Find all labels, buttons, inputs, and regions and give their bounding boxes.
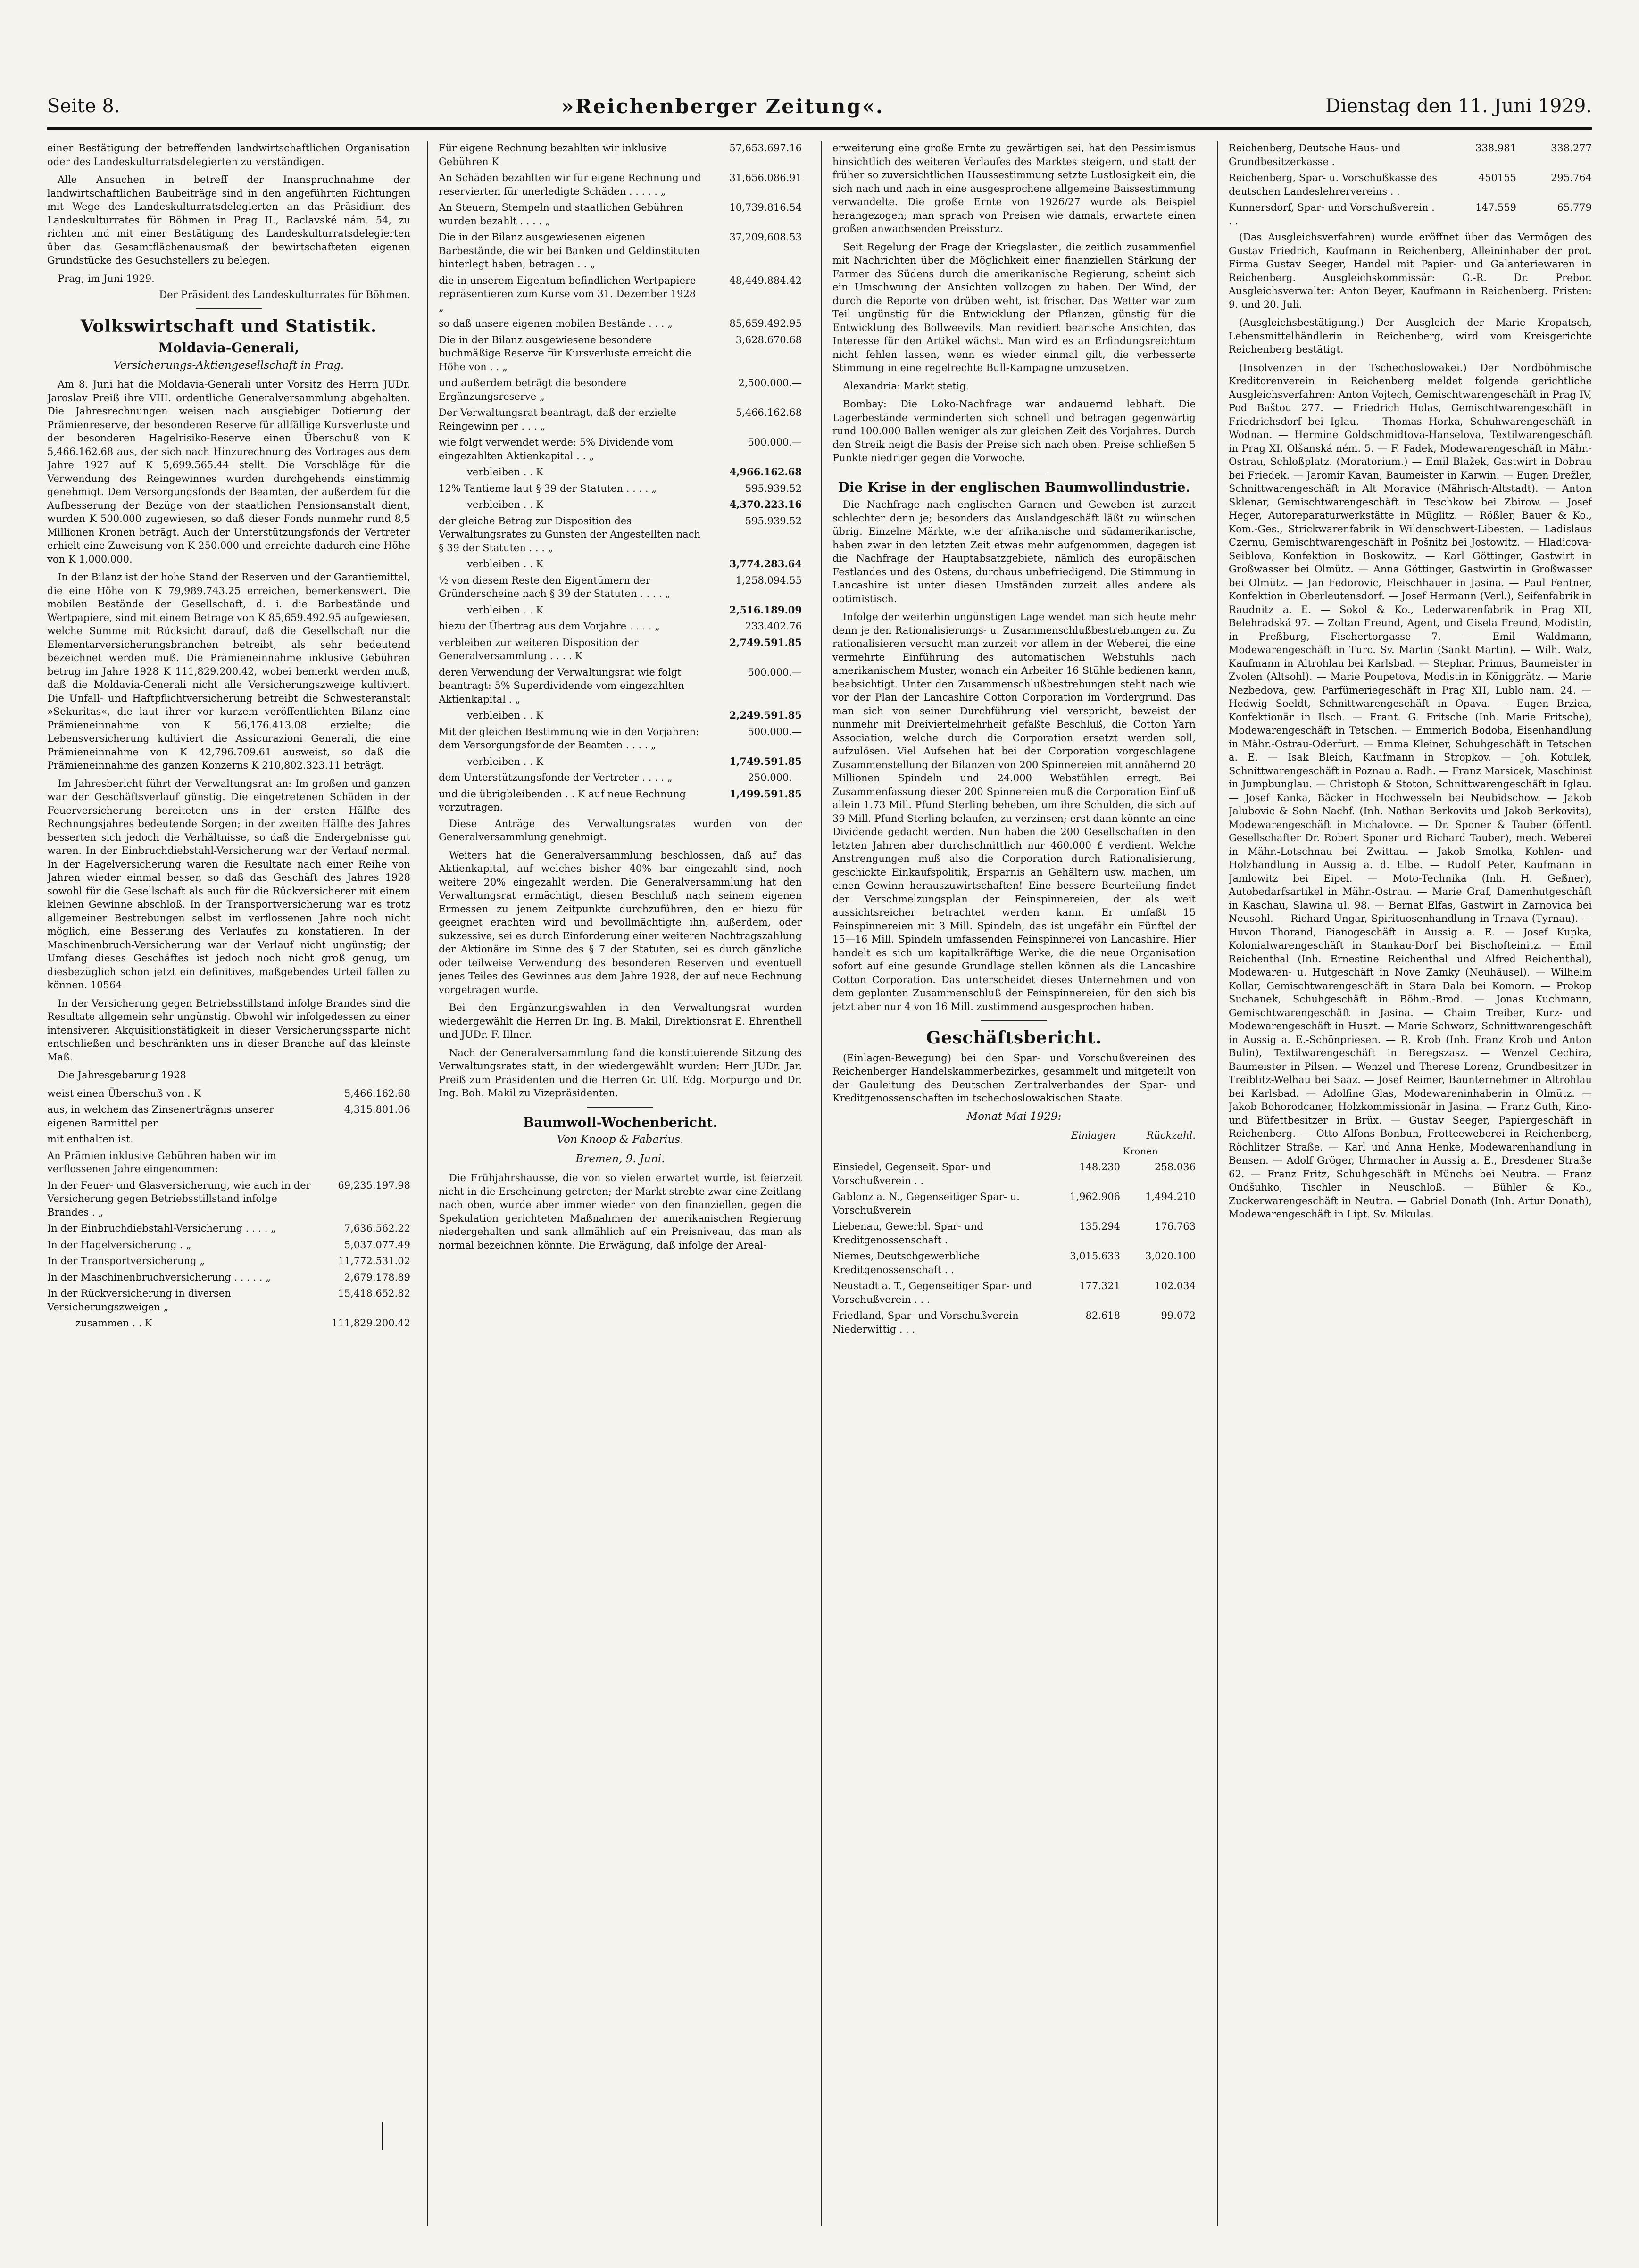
table-row: In der Feuer- und Glasversicherung, wie auch in der Versicherung gegen Betriebsstillstand infolge Brandes . „ 69,235.197.98	[47, 1179, 410, 1218]
issue-date: Dienstag den 11. Juni 1929.	[1325, 95, 1592, 117]
paragraph: Bei den Ergänzungswahlen in den Verwaltungsrat wurden wiedergewählt die Herren Dr. Ing. B. Makil, Direktionsrat E. Ehrenthell und JUDr. F. Illner.	[439, 1002, 802, 1040]
table-row: die in unserem Eigentum befindlichen Wertpapiere repräsentieren zum Kurse vom 31. Dezember 1928 „ 48,449.884.42	[439, 274, 802, 313]
table-row: zusammen . . K 111,829.200.42	[75, 1317, 410, 1329]
paragraph: In der Versicherung gegen Betriebsstillstand infolge Brandes sind die Resultate allgemein sehr ungünstig. Obwohl wir infolgedessen zu einer intensiveren Akquisitionstätigkeit in dieser Versicherungssparte nicht entschließen und beschränkten uns in dieser Branche auf das kleinste Maß.	[47, 997, 410, 1063]
table-row: Die in der Bilanz ausgewiesenen eigenen Barbestände, die wir bei Banken und Geldinstituten hinterlegt haben, betragen . . „ 37,209,608.53	[439, 232, 802, 270]
column-header: Einlagen	[1071, 1130, 1115, 1141]
table-row: verbleiben zur weiteren Disposition der Generalversammlung . . . . K 2,749.591.85	[439, 636, 802, 662]
paragraph: (Einlagen-Bewegung) bei den Spar- und Vorschußvereinen des Reichenberger Handelskammerbezirkes, gesammelt und mitgeteilt von der Gauleitung des Deutschen Zentralverbandes der Spar- und Kreditgenossenschaften im tschechoslowakischen Staate.	[832, 1052, 1196, 1104]
table-row: und außerdem beträgt die besondere Ergänzungsreserve „ 2,500.000.—	[439, 377, 802, 402]
article-title: Geschäftsbericht.	[926, 1028, 1102, 1048]
table-row: An Steuern, Stempeln und staatlichen Gebühren wurden bezahlt . . . . „ 10,739.816.54	[439, 202, 802, 227]
article-subtitle: Versicherungs-Aktiengesellschaft in Prag.	[113, 359, 344, 372]
table-row: Reichenberg, Deutsche Haus- und Grundbesitzerkasse . 338.981 338.277	[1229, 142, 1592, 167]
section-title: Volkswirtschaft und Statistik.	[80, 316, 377, 336]
finance-table-2	[439, 141, 802, 814]
table-row: verbleiben . . K 4,966.162.68	[467, 466, 802, 478]
column-divider	[1217, 141, 1218, 2226]
table-row: verbleiben . . K 4,370.223.16	[467, 498, 802, 510]
table-row: Reichenberg, Spar- u. Vorschußkasse des deutschen Landeslehrervereins . . 450155 295.764	[1229, 172, 1592, 197]
table-row: In der Maschinenbruchversicherung . . . . . „ 2,679.178.89	[47, 1271, 410, 1283]
table-caption: Monat Mai 1929:	[966, 1110, 1062, 1123]
column-divider	[821, 141, 822, 2226]
table-header	[832, 1129, 1196, 1142]
table-row: verbleiben . . K 1,749.591.85	[467, 755, 802, 767]
masthead	[47, 85, 1592, 130]
paragraph: Bombay: Die Loko-Nachfrage war andauernd lebhaft. Die Lagerbestände verminderten sich schnell und betragen gegenwärtig rund 100.000 Ballen weniger als zur gleichen Zeit des Vorjahres. Durch den Streik neigt die Basis der Preise sich nach oben. Preise schließen 5 Punkte niedriger gegen die Vorwoche.	[832, 398, 1196, 464]
finance-table-1	[47, 1087, 410, 1330]
table-row: weist einen Überschuß von . K 5,466.162.68	[47, 1087, 410, 1099]
table-row: verbleiben . . K 3,774.283.64	[467, 558, 802, 570]
table-row: dem Unterstützungsfonde der Vertreter . . . . „ 250.000.—	[439, 772, 802, 783]
paragraph: Die Frühjahrshausse, die von so vielen erwartet wurde, ist feierzeit nicht in die Erscheinung getreten; der Markt strebte zwar eine Zeitlang nach oben, wurde aber immer wieder von den finanziellen, gegen die Spekulation gerichteten Maßnahmen der amerikanischen Regierung niedergehalten und sank allmählich auf ein Preisniveau, das man als normal bezeichnen könnte. Die Erwägung, daß infolge der Areal-	[439, 1172, 802, 1251]
paragraph: Infolge der weiterhin ungünstigen Lage wendet man sich heute mehr denn je den Rationalisierungs- u. Zusammenschlußbestrebungen zu. Zu rationalisieren versucht man zurzeit vor allem in der Weberei, die eine vermehrte Einführung des automatischen Webstuhls nach amerikanischem Muster, wonach ein Arbeiter 16 Stühle bedienen kann, beabsichtigt. Unter den Zusammenschlußbestrebungen steht nach wie vor der Plan der Lancashire Cotton Corporation im Vordergrund. Das man sich von seiner Durchführung viel verspricht, beweist der nunmehr mit Dreiviertelmehrheit gefaßte Beschluß, die Cotton Yarn Association, welche durch die Corporation ersetzt werden soll, aufzulösen. Viel Aufsehen hat bei der Corporation vorgeschlagene Zusammenstellung der Bilanzen von 200 Spinnereien mit annähernd 20 Millionen Spindeln und 24.000 Webstühlen erregt. Bei Zusammenfassung dieser 200 Spinnereien muß die Corporation Einfluß allein 1.73 Mill. Pfund Sterling beheben, um ihre Schulden, die sich auf 39 Mill. Pfund Sterling belaufen, zu verzinsen; erst dann könnte an eine Dividende gedacht werden. Nun haben die 200 Gesellschaften in den letzten Jahren aber durchschnittlich nur 460.000 £ verdient. Welche Anstrengungen muß also die Corporation durch Rationalisierung, geschickte Einkaufspolitik, Ersparnis an Gehältern usw. machen, um einen Gewinn herauszuwirtschaften! Eine bessere Beurteilung findet der Verschmelzungsplan der Feinspinnereien, der als weit aussichtsreicher betrachtet werden kann. Er umfaßt 15 Feinspinnereien mit 3 Mill. Spindeln, das ist ungefähr ein Fünftel der 15—16 Mill. Spindeln umfassenden Feinspinnerei von Lancashire. Hier handelt es sich um kapitalkräftige Werke, die die neue Organisation sofort auf eine gesunde Grundlage stellen können als die Lancashire Cotton Corporation. Das unterscheidet dieses Unternehmen und von dem geplanten Zusammenschluß der Feinspinnereien, für den sich bis jetzt aber nur 4 von 16 Mill. zustimmend ausgesprochen haben.	[832, 611, 1196, 1012]
table-row: Neustadt a. T., Gegenseitiger Spar- und Vorschußverein . . . 177.321 102.034	[832, 1280, 1196, 1305]
signature: Der Präsident des Landeskulturrates für Böhmen.	[159, 289, 410, 300]
divider	[196, 308, 262, 309]
columns	[47, 141, 1592, 2235]
table-row: In der Transportversicherung „ 11,772.531.02	[47, 1255, 410, 1266]
table-row: wie folgt verwendet werde: 5% Dividende vom eingezahlten Aktienkapital . . „ 500.000.—	[439, 437, 802, 462]
column-2	[439, 141, 802, 2235]
table-row: deren Verwendung der Verwaltungsrat wie folgt beantragt: 5% Superdividende vom eingezahlten Aktienkapital . „ 500.000.—	[439, 666, 802, 705]
paragraph: (Insolvenzen in der Tschechoslowakei.) Der Nordböhmische Kreditorenverein in Reichenberg meldet folgende gerichtliche Ausgleichsverfahren: Anton Vojtech, Gemischtwarengeschäft in Prag IV, Pod Baštou 277. — Friedrich Holas, Gemischtwarengeschäft in Friedrichsdorf bei Iglau. — Thomas Horka, Schuhwarengeschäft in Wodnan. — Hermine Goldschmidtova-Hanselova, Textilwarengeschäft in Prag XI, Olšanská ném. 5. — F. Fadek, Modewarengeschäft in Mähr.-Ostrau, Schloßplatz. (Moratorium.) — Emil Blažek, Gastwirt in Dobrau bei Friedek. — Jaromír Kavan, Baumeister in Karwin. — Eugen Drežler, Schnittwarengeschäft in Alt Moravice (Mährisch-Altstadt). — Anton Sklenar, Gemischtwarengeschäft in Teschkow bei Zbirow. — Josef Heger, Autoreparaturwerkstätte in Müglitz. — Rößler, Bauer & Ko., Kom.-Ges., Strickwarenfabrik in Wildenschwert-Libesten. — Ladislaus Czernu, Gemischtwarengeschäft in Pošnitz bei Jostowitz. — Hladicova-Seiblova, Konfektion in Boskowitz. — Karl Göttinger, Gastwirt in Großwasser bei Olmütz. — Anna Göttinger, Gastwirtin in Großwasser bei Olmütz. — Jan Fedorovic, Fleischhauer in Jasina. — Paul Fentner, Konfektion in Oberleutensdorf. — Josef Hermann (Verl.), Seifenfabrik in Raudnitz a. E. — Sokol & Ko., Lederwarenfabrik in Prag XII, Belehradská 97. — Zoltan Freund, Agent, und Gisela Freund, Modistin, in Preßburg, Fischertorgasse 7. — Emil Waldmann, Modewarengeschäft in Turc. Sv. Martin (Sankt Martin). — Wilh. Walz, Kaufmann in Altrohlau bei Karlsbad. — Stephan Primus, Baumeister in Zvolen (Altsohl). — Marie Poupetova, Modistin in Königgrätz. — Marie Nezbedova, gew. Parfümeriegeschäft in Prag XII, Lublo nam. 24. — Hedwig Soeldt, Schnittwarengeschäft in Opava. — Eugen Brzica, Konfektionär in Ilsch. — Frant. G. Fritsche (Inh. Marie Fritsche), Modewarengeschäft in Tetschen. — Emmerich Bodoba, Eisenhandlung in Mähr.-Ostrau-Oderfurt. — Emma Kleiner, Schuhgeschäft in Tetschen a. E. — Isak Bleich, Kaufmann in Stropkov. — Joh. Kotulek, Schnittwarengeschäft in Poznau a. Radh. — Franz Marsicek, Maschinist in Jumpbunglau. — Christoph & Stoton, Schnittwarengeschäft in Iglau. — Josef Kanka, Bäcker in Hochwesseln bei Neubidschow. — Jakob Jalubovic & Sohn Nachf. (Inh. Nathan Berkovits und Jakob Berkovits), Modewarengeschäft in Michalovce. — Dr. Sponer & Tauber (öffentl. Gesellschafter Dr. Robert Sponer und Richard Tauber), mech. Weberei in Mähr.-Lotschnau bei Zwittau. — Jakob Smolka, Kohlen- und Holzhandlung in Aussig a. d. Elbe. — Rudolf Peter, Kaufmann in Jamlowitz bei Eipel. — Moto-Technika (Inh. H. Geßner), Autobedarfsartikel in Mähr.-Ostrau. — Marie Graf, Damenhutgeschäft in Kaschau, Slawina ul. 98. — Bernat Elfas, Gastwirt in Zarnovica bei Neusohl. — Richard Ungar, Spirituosenhandlung in Trnava (Tyrnau). — Huvon Thorand, Pianogeschäft in Aussig a. E. — Josef Kupka, Kolonialwarengeschäft in Stankau-Dorf bei Bischofteinitz. — Emil Reichenthal (Inh. Ernestine Reichenthal und Alfred Reichenthal), Modewaren- u. Hutgeschäft in Nove Zamky (Neuhäusel). — Wilhelm Kollar, Gemischtwarengeschäft in Stara Dala bei Komorn. — Prokop Suchanek, Schuhgeschäft in Böhm.-Brod. — Jonas Kuchmann, Gemischtwarengeschäft in Jasina. — Chaim Treiber, Kurz- und Modewarengeschäft in Huszt. — Marie Schwarz, Schnittwarengeschäft in Aussig a. E.-Schönpriesen. — R. Krob (Inh. Franz Krob und Anton Bulin), Textilwarengeschäft in Beregszasz. — Wenzel Cechira, Baumeister in Pilsen. — Wenzel und Therese Lorenz, Grundbesitzer in Treiblitz-Welhau bei Saaz. — Josef Reimer, Baunternehmer in Altrohlau bei Karlsbad. — Adolfine Glas, Modewareninhaberin in Olmütz. — Jakob Bohorodcaner, Holzkommissionär in Jasina. — Franz Guth, Kino- und Büfettbesitzer in Brüx. — Gustav Seeger, Papiergeschäft in Reichenberg. — Otto Alfons Bonbun, Frotteeweberei in Reichenberg, Röchlitzer Straße. — Karl und Anna Henke, Modewarenhandlung in Bensen. — Adolf Gröger, Uhrmacher in Aussig a. E., Dresdener Straße 62. — Franz Fritz, Schuhgeschäft in Münchs bei Neutra. — Franz Ondšuhko, Tischler in Neuschloß. — Bühler & Ko., Zuckerwarengeschäft in Neutra. — Gabriel Donath (Inh. Artur Donath), Modewarengeschäft in Lipt. Sv. Mikulas.	[1229, 362, 1592, 1220]
unit-label: Kronen	[1123, 1145, 1158, 1157]
column-1	[47, 141, 410, 2235]
paragraph: (Ausgleichsbestätigung.) Der Ausgleich der Marie Kropatsch, Lebensmittelhändlerin in Reichenberg, wird vom Kreisgerichte Reichenberg bestätigt.	[1229, 317, 1592, 355]
table-row: und die übrigbleibenden . . K auf neue Rechnung vorzutragen. 1,499.591.85	[439, 787, 802, 813]
article-title: Baumwoll-Wochenbericht.	[523, 1114, 718, 1130]
column-header: Rückzahl.	[1146, 1130, 1196, 1141]
divider	[981, 1020, 1047, 1021]
newspaper-title: »Reichenberger Zeitung«.	[561, 94, 884, 118]
table-row: Mit der gleichen Bestimmung wie in den Vorjahren: dem Versorgungsfonde der Beamten . . . . „ 500.000.—	[439, 726, 802, 751]
table-row: In der Rückversicherung in diversen Versicherungszweigen „ 15,418.652.82	[47, 1288, 410, 1313]
table-row: Die in der Bilanz ausgewiesene besondere buchmäßige Reserve für Kursverluste erreicht die Höhe von . . „ 3,628.670.68	[439, 334, 802, 372]
article-title: Moldavia-Generali,	[158, 340, 300, 356]
paragraph: einer Bestätigung der betreffenden landwirtschaftlichen Organisation oder des Landeskulturratsdelegierten zu verständigen.	[47, 142, 410, 167]
paragraph: Alle Ansuchen in betreff der Inanspruchnahme der landwirtschaftlichen Baubeiträge sind in den angeführten Richtungen mit Wege des Landeskulturratsdelegierten an das Präsidium des Landeskulturrates für Böhmen in Prag II., Raclavské nám. 54, zu richten und mit einer Bestätigung des Landeskulturratsdelegierten über das Gesamtflächenausmaß der bewirtschafteten eigenen Grundstücke des Gesuchstellers zu belegen.	[47, 174, 410, 266]
column-3	[832, 141, 1196, 2235]
table-row: Kunnersdorf, Spar- und Vorschußverein . . . 147.559 65.779	[1229, 202, 1592, 227]
table-row: In der Einbruchdiebstahl-Versicherung . . . . „ 7,636.562.22	[47, 1223, 410, 1234]
article-subtitle: Von Knoop & Fabarius.	[557, 1134, 684, 1146]
paragraph: Im Jahresbericht führt der Verwaltungsrat an: Im großen und ganzen war der Geschäftsverlauf günstig. Die eingetretenen Schäden in der Feuerversicherung bereiteten uns in der ersten Hälfte des Rechnungsjahres bedeutende Sorgen; in der zweiten Hälfte des Jahres besserten sich jedoch die Verhältnisse, so daß die Endergebnisse gut waren. In der Einbruchdiebstahl-Versicherung war der Verlauf normal. In der Hagelversicherung waren die Resultate nach einer Reihe von Jahren wieder einmal besser, so daß das Geschäft des Jahres 1928 sowohl für die Gesellschaft als auch für die Rückversicherer mit einem kleinen Gewinne abschloß. In der Transportversicherung war es trotz allgemeiner Bestrebungen selbst im verflossenen Jahre noch nicht möglich, eine Besserung des Verlaufes zu konstatieren. In der Maschinenbruch-Versicherung war der Verlauf nicht ungünstig; der Umfang dieses Geschäftes ist jedoch noch nicht groß genug, um diesbezüglich schon jetzt ein definitives, maßgebendes Urteil fällen zu können. 10564	[47, 778, 410, 991]
table-row: An Prämien inklusive Gebühren haben wir im verflossenen Jahre eingenommen:	[47, 1150, 276, 1175]
deposit-table-continued	[1229, 141, 1592, 228]
place-date: Prag, im Juni 1929.	[58, 273, 155, 284]
paragraph: Weiters hat die Generalversammlung beschlossen, daß auf das Aktienkapital, auf welches bisher 40% bar eingezahlt sind, noch weitere 20% eingezahlt werden. Die Generalversammlung hat den Verwaltungsrat ermächtigt, diesen Beschluß nach seinem eigenen Ermessen zu jenem Zeitpunkte durchzuführen, den er hiezu für geeignet erachten wird und bevollmächtigte ihn, außerdem, oder sukzessive, sei es durch Einforderung einer weiteren Nachtragszahlung der Aktionäre im Sinne des § 7 der Statuten, sei es durch gänzliche oder teilweise Verwendung des besonderen Reserven und eventuell jenes Teiles des Gewinnes aus dem Jahre 1928, der auf neue Rechnung vorgetragen wurde.	[439, 849, 802, 995]
paragraph: In der Bilanz ist der hohe Stand der Reserven und der Garantiemittel, die eine Höhe von K 79,989.743.25 erreichen, bemerkenswert. Die mobilen Bestände der Gesellschaft, d. i. die Barbestände und Wertpapiere, sind mit einem Betrage von K 85,659.492.95 aufgewiesen, welche Summe mit Rücksicht darauf, daß die Gesellschaft nur die Elementarversicherungsbranchen betreibt, als sehr bedeutend bezeichnet werden muß. Die Prämieneinnahme inklusive Gebühren betrug im Jahre 1928 K 111,829.200.42, wobei bemerkt werden muß, daß die Moldavia-Generali nicht alle Versicherungszweige kultiviert. Die Unfall- und Haftpflichtversicherung betreibt die Schwesteranstalt »Sekuritas«, die laut ihrer vor kurzem veröffentlichten Bilanz eine Prämieneinnahme von K 56,176.413.08 erzielte; die Lebensversicherung kultiviert die Assicurazioni Generali, die eine Prämieneinnahme von K 42,796.709.61 ausweist, so daß die Prämieneinnahme des ganzen Konzerns K 210,802.323.11 beträgt.	[47, 571, 410, 771]
table-row: An Schäden bezahlten wir für eigene Rechnung und reservierten für unerledigte Schäden . . . . . „ 31,656.086.91	[439, 172, 802, 197]
table-row: verbleiben . . K 2,249.591.85	[467, 709, 802, 721]
table-row: der gleiche Betrag zur Disposition des Verwaltungsrates zu Gunsten der Angestellten nach § 39 der Statuten . . . „ 595.939.52	[439, 515, 802, 554]
table-row: verbleiben . . K 2,516.189.09	[467, 604, 802, 616]
table-row: 12% Tantieme laut § 39 der Statuten . . . . „ 595.939.52	[439, 482, 802, 494]
table-row: Friedland, Spar- und Vorschußverein Niederwittig . . . 82.618 99.072	[832, 1310, 1196, 1335]
paragraph: Die Jahresgebarung 1928	[58, 1069, 186, 1081]
table-row: Für eigene Rechnung bezahlten wir inklusive Gebühren K 57,653.697.16	[439, 142, 802, 167]
paragraph: Am 8. Juni hat die Moldavia-Generali unter Vorsitz des Herrn JUDr. Jaroslav Preiß ihre VIII. ordentliche Generalversammlung abgehalten. Die Jahresrechnungen weisen nach ausgiebiger Dotierung der Prämienreserve, der besonderen Reserve für allfällige Kursverluste und der besonderen Hagelrisiko-Reserve einen Überschuß von K 5,466.162.68 aus, der sich nach Hinzurechnung des Vortrages aus dem Jahre 1927 auf K 5,699.565.44 stellt. Die Vorschläge für die Verwendung des Reingewinnes wurden durchgehends einstimmig genehmigt. Dem Versorgungsfonds der Beamten, der außerdem für die Aufbesserung der Bezüge von der staatlichen Pensionsanstalt dient, wurden K 500.000 zugewiesen, so daß dieser Fonds nunmehr rund 8,5 Millionen Kronen beträgt. Auch der Unterstützungsfonds der Vertreter erhielt eine Zuweisung von K 250.000 und erreichte dadurch eine Höhe von K 1,000.000.	[47, 379, 410, 565]
table-row: Liebenau, Gewerbl. Spar- und Kreditgenossenschaft . 135.294 176.763	[832, 1221, 1196, 1246]
table-row: Gablonz a. N., Gegenseitiger Spar- u. Vorschußverein 1,962.906 1,494.210	[832, 1191, 1196, 1216]
table-row: so daß unsere eigenen mobilen Bestände . . . „ 85,659.492.95	[439, 318, 802, 329]
table-row: aus, in welchem das Zinsenerträgnis unserer eigenen Barmittel per 4,315.801.06	[47, 1104, 410, 1129]
paragraph: Alexandria: Markt stetig.	[843, 380, 969, 392]
table-row: Niemes, Deutschgewerbliche Kreditgenossenschaft . . 3,015.633 3,020.100	[832, 1250, 1196, 1275]
deposit-table	[832, 1160, 1196, 1336]
table-row: Einsiedel, Gegenseit. Spar- und Vorschußverein . . 148.230 258.036	[832, 1161, 1196, 1186]
table-row: ½ von diesem Reste den Eigentümern der Gründerscheine nach § 39 der Statuten . . . . „ 1,258.094.55	[439, 574, 802, 599]
margin-mark	[382, 2122, 383, 2150]
paragraph: Die Nachfrage nach englischen Garnen und Geweben ist zurzeit schlechter denn je; besonders das Auslandgeschäft läßt zu wünschen übrig. Einzelne Märkte, wie der afrikanische und südamerikanische, haben zwar in den letzten Zeit etwas mehr aufgenommen, dagegen ist die Nachfrage der Hauptabsatzgebiete, nämlich des europäischen Festlandes und des Ostens, durchaus unbefriedigend. Die Stimmung in Lancashire ist unter diesen Umständen zurzeit alles andere als optimistisch.	[832, 499, 1196, 604]
paragraph: Nach der Generalversammlung fand die konstituierende Sitzung des Verwaltungsrates statt, in der wiedergewählt wurden: Herr JUDr. Jar. Preiß zum Präsidenten und die Herren Gr. Ulf. Edg. Morpurgo und Dr. Ing. Boh. Makil zu Vizepräsidenten.	[439, 1047, 802, 1099]
dateline: Bremen, 9. Juni.	[575, 1152, 665, 1165]
paragraph: erweiterung eine große Ernte zu gewärtigen sei, hat den Pessimismus hinsichtlich des weiteren Verlaufes des Marktes steigern, und statt der früher so zuversichtlichen Haussestimmung setzte Lustlosigkeit ein, die sich nach und nach in eine ausgesprochene allgemeine Baissestimmung verwandelte. Die große Ernte von 1926/27 wurde als Beispiel herangezogen; man sprach von Preisen wie damals, erwartete einen großen anwachsenden Preissturz.	[832, 142, 1196, 234]
article-title: Die Krise in der englischen Baumwollindustrie.	[838, 479, 1190, 495]
column-divider	[427, 141, 428, 2226]
page-number: Seite 8.	[47, 95, 120, 117]
column-4	[1229, 141, 1592, 2235]
table-row: In der Hagelversicherung . „ 5,037.077.49	[47, 1239, 410, 1250]
table-row: mit enthalten ist.	[47, 1134, 133, 1145]
divider	[587, 1107, 653, 1108]
paragraph: Diese Anträge des Verwaltungsrates wurden von der Generalversammlung genehmigt.	[439, 818, 802, 843]
paragraph: Seit Regelung der Frage der Kriegslasten, die zeitlich zusammenfiel mit Nachrichten über die Möglichkeit einer finanziellen Stärkung der Farmer des Südens durch die amerikanische Regierung, scheint sich ein Umschwung der Ansichten vollzogen zu haben. Der Wind, der durch die Reporte von drüben weht, ist frischer. Das Wetter war zum Teil ungünstig für die Entwicklung der Pflanzen, günstig für die Entwicklung des Bollweevils. Man revidiert bearische Ansichten, das Interesse für den Artikel wächst. Man wird es an Erfindungsreichtum nicht fehlen lassen, wenn es wieder einmal gilt, die verbesserte Stimmung in eine regelrechte Bull-Kampagne umzusetzen.	[832, 241, 1196, 373]
paragraph: (Das Ausgleichsverfahren) wurde eröffnet über das Vermögen des Gustav Friedrich, Kaufmann in Reichenberg, Alleininhaber der prot. Firma Gustav Seeger, Handel mit Papier- und Galanteriewaren in Reichenberg. Ausgleichskommissär: G.-R. Dr. Prebor. Ausgleichsverwalter: Anton Beyer, Kaufmann in Reichenberg. Fristen: 9. und 20. Juli.	[1229, 232, 1592, 310]
table-row: Der Verwaltungsrat beantragt, daß der erzielte Reingewinn per . . . „ 5,466.162.68	[439, 407, 802, 432]
table-row: hiezu der Übertrag aus dem Vorjahre . . . . „ 233.402.76	[439, 621, 802, 632]
